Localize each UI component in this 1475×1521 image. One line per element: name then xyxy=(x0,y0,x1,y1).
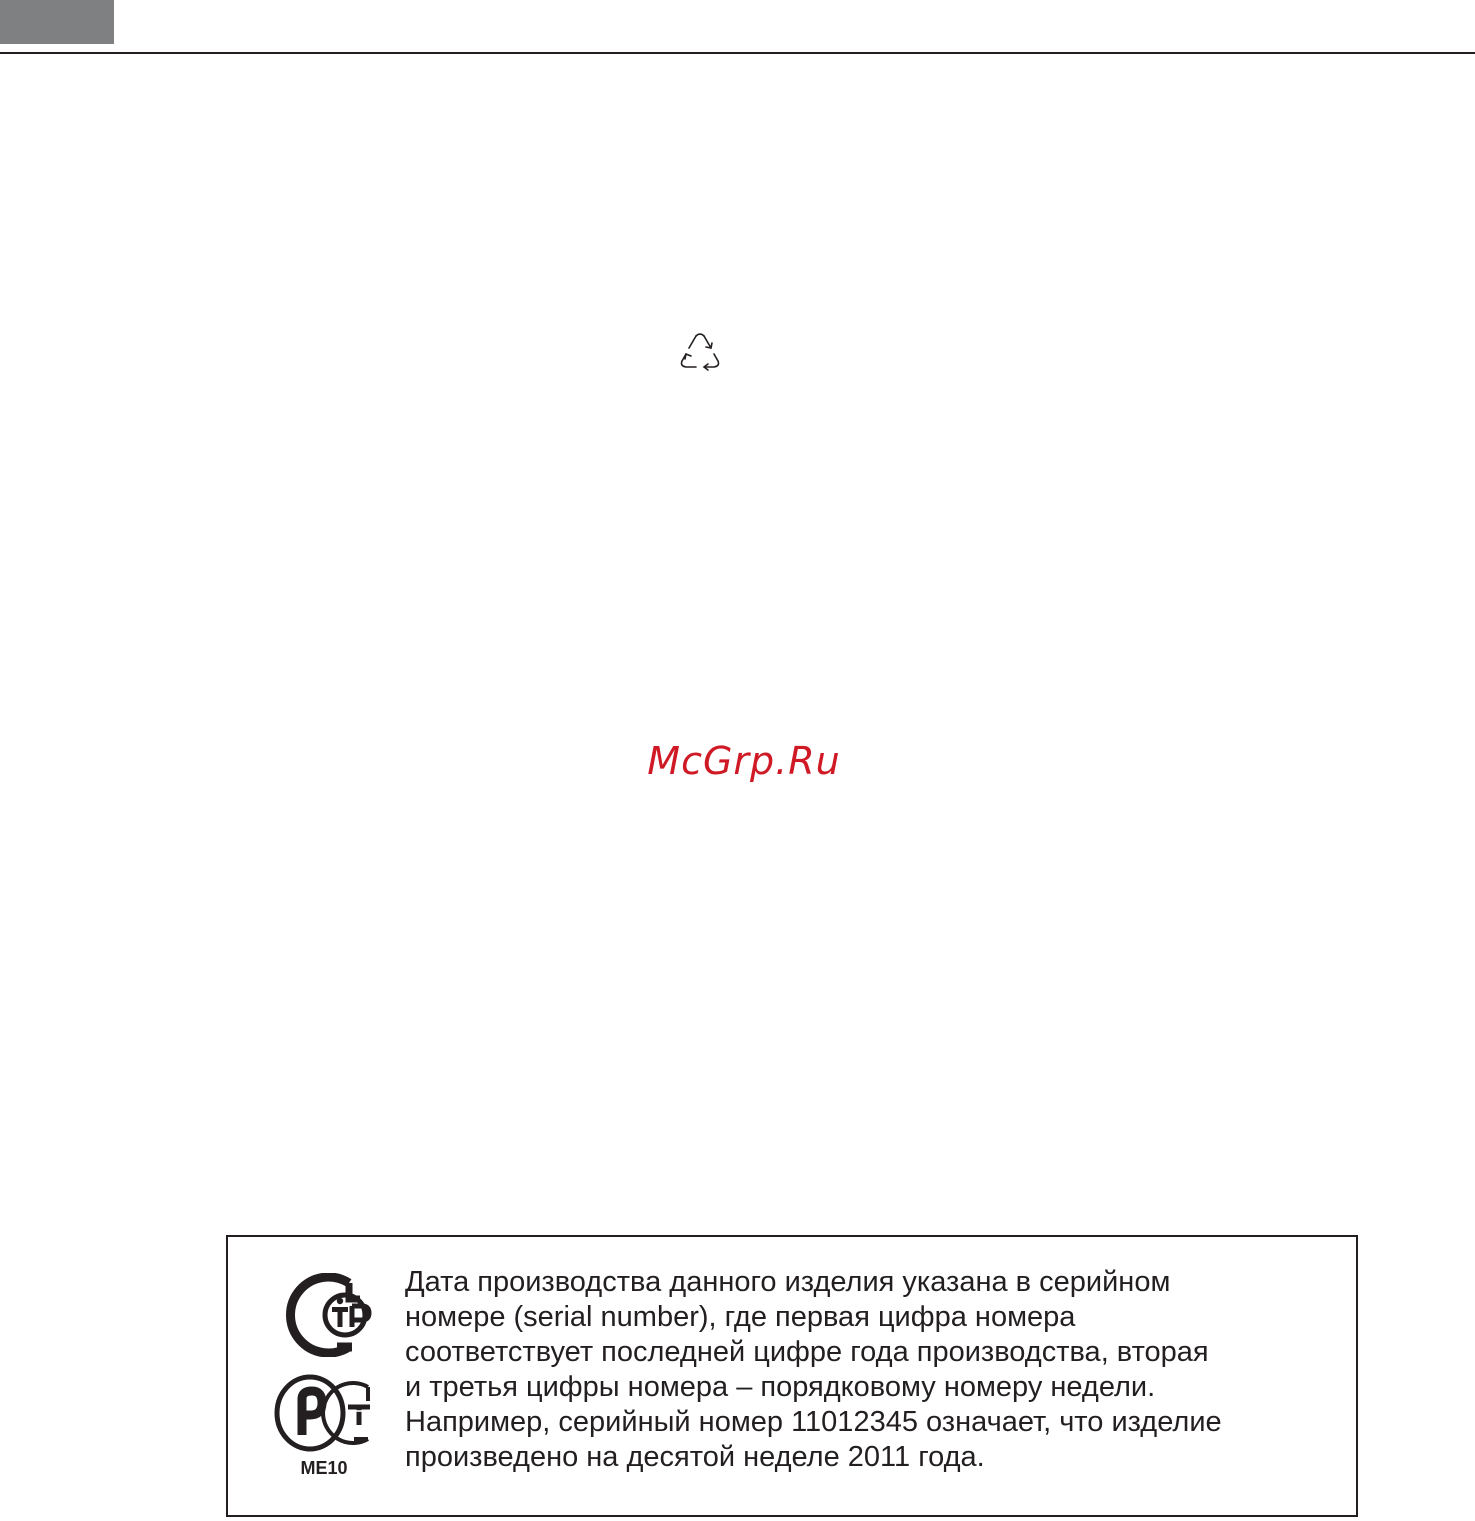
production-date-note xyxy=(405,1265,1345,1475)
text-line: номере (serial number), где первая цифра номера xyxy=(405,1301,1076,1333)
text-line: соответствует последней цифре года производства, вторая xyxy=(405,1336,1209,1368)
text-line: и третья цифры номера – порядковому номеру недели. xyxy=(405,1371,1156,1403)
recycle-icon xyxy=(678,330,722,374)
text-line: Дата производства данного изделия указана в серийном xyxy=(405,1266,1171,1298)
header-tab xyxy=(0,0,114,44)
certification-info-box xyxy=(226,1235,1358,1517)
header-rule xyxy=(0,52,1475,54)
text-line: Например, серийный номер 11012345 означает, что изделие xyxy=(405,1406,1222,1438)
gost-certification-icon xyxy=(272,1273,376,1357)
text-line: произведено на десятой неделе 2011 года. xyxy=(405,1441,985,1473)
rst-certification-icon xyxy=(272,1373,376,1453)
certification-code: ME10 xyxy=(300,1458,348,1478)
watermark-text: McGrp.Ru xyxy=(647,739,841,783)
